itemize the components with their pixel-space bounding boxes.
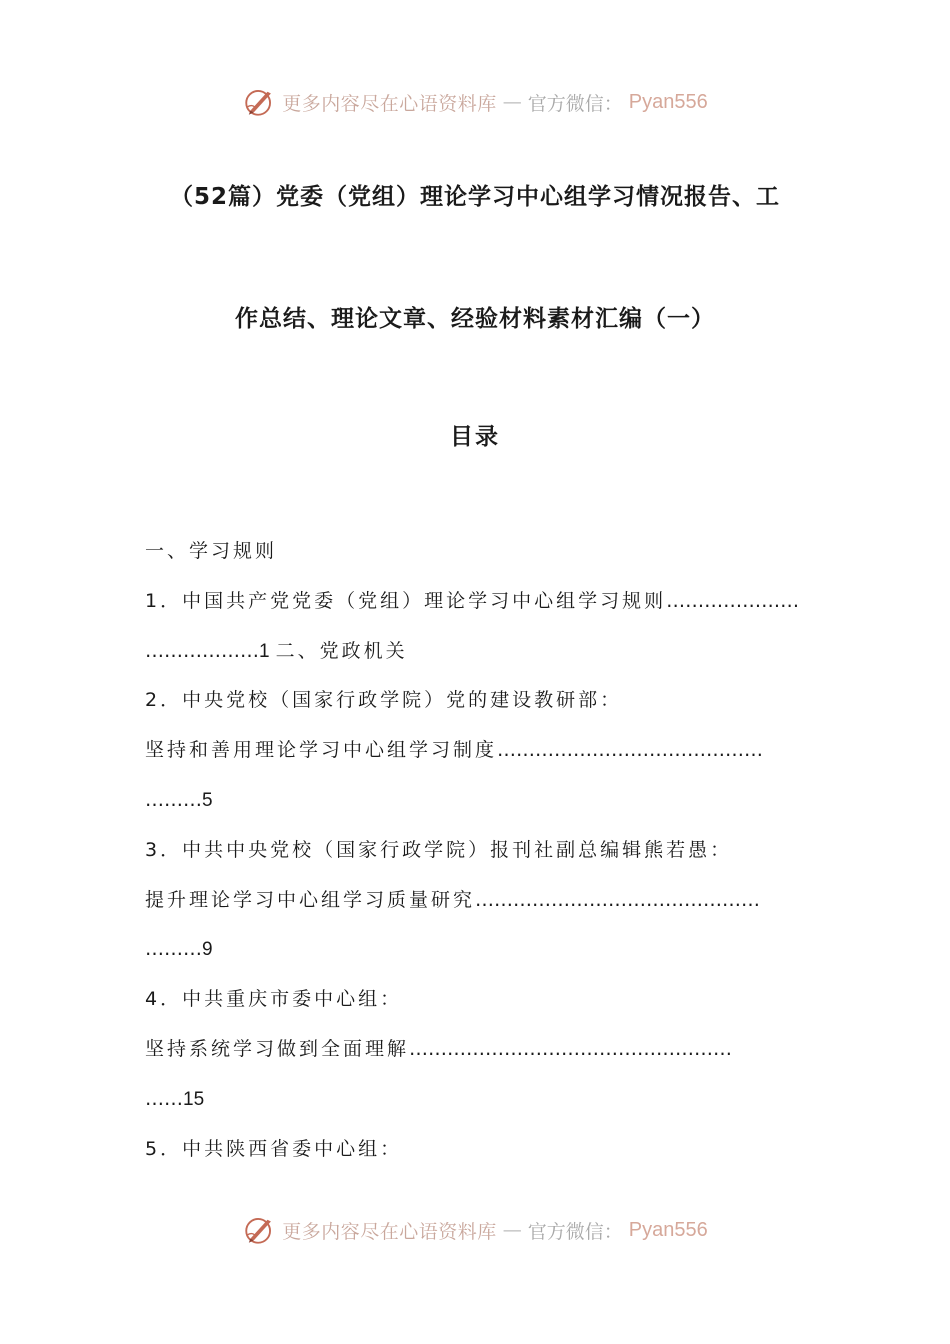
toc-entry-5-author [145,1129,805,1179]
toc-section-1 [145,531,805,581]
toc-entry-author: 5．中共陕西省委中心组： [145,1137,403,1160]
toc-entry-1[interactable] [145,581,805,631]
toc-entry-1-continued [145,631,805,681]
toc-dot-leader: ……………………………………… [475,888,761,911]
toc-dot-leader: …………………………………………… [409,1037,733,1060]
banner-wechat-id: Pyan556 [628,1218,708,1241]
toc-entry-4[interactable] [145,1029,805,1079]
toc-entry-3[interactable] [145,880,805,930]
toc-page-number: 9 [202,939,213,961]
watermark-banner-bottom [0,1210,950,1250]
toc-entry-text: 坚持系统学习做到全面理解 [145,1037,410,1060]
toc-heading: 目录 [450,424,500,450]
toc-dot-leader: …… [145,1087,183,1110]
toc-section-label: 二、党政机关 [275,639,408,662]
toc-entry-author: 2．中央党校（国家行政学院）党的建设教研部： [145,689,623,712]
banner-contact-label: 官方微信： [527,1220,623,1243]
toc-entry-author: 4．中共重庆市委中心组： [145,988,403,1011]
toc-dot-leader: …………………………………… [497,739,764,762]
toc-entry-3-author [145,830,805,880]
toc-page-number: 1 [259,640,270,662]
toc-entry-4-author [145,979,805,1029]
banner-text: 更多内容尽在心语资料库 [282,1220,497,1243]
toc-dot-leader: ………………… [666,589,800,612]
toc-page-number: 15 [183,1088,205,1110]
toc-dot-leader: ……………… [145,639,259,662]
document-title-line-1: （52篇）党委（党组）理论学习中心组学习情况报告、工 [169,184,780,210]
banner-wechat-id: Pyan556 [628,90,708,113]
toc-entry-2-continued [145,780,805,830]
banner-text: 更多内容尽在心语资料库 [282,92,497,115]
toc-entry-2[interactable] [145,730,805,780]
toc-entry-author: 3．中共中央党校（国家行政学院）报刊社副总编辑熊若愚： [145,838,733,861]
toc-entry-text: 1．中国共产党党委（党组）理论学习中心组学习规则 [145,589,667,612]
toc-dot-leader: ……… [145,938,202,961]
toc-section-label: 一、学习规则 [145,540,278,562]
document-title-line-2: 作总结、理论文章、经验材料素材汇编（一） [235,306,715,332]
toc-dot-leader: ……… [145,788,202,811]
banner-separator: — [502,1219,522,1241]
pen-logo-icon [242,1213,276,1247]
toc-entry-text: 提升理论学习中心组学习质量研究 [145,888,476,911]
banner-separator: — [502,91,522,113]
toc-entry-3-continued [145,929,805,979]
table-of-contents [145,531,805,1178]
toc-page-number: 5 [202,789,213,811]
toc-entry-4-continued [145,1079,805,1129]
toc-entry-2-author [145,680,805,730]
banner-contact-label: 官方微信： [527,92,623,115]
toc-entry-text: 坚持和善用理论学习中心组学习制度 [145,739,498,762]
watermark-banner-top [0,82,950,122]
pen-logo-icon [242,85,276,119]
